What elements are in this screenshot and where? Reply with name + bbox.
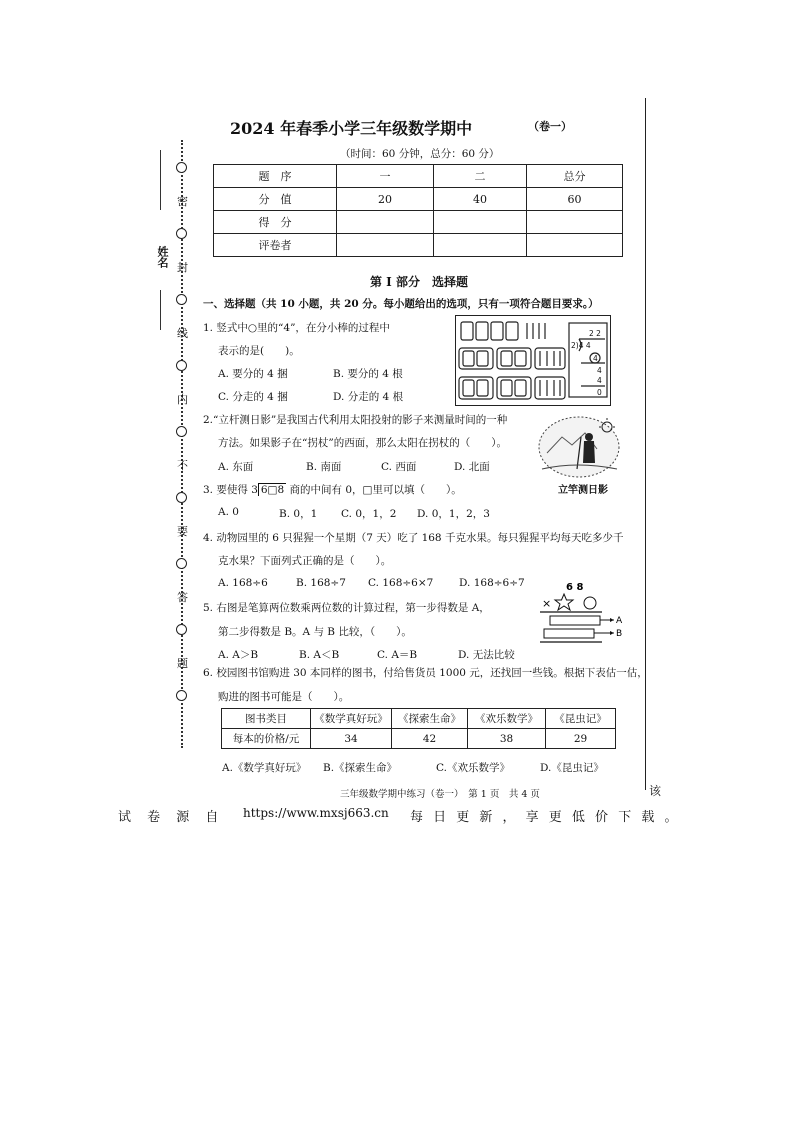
binding-hole [176, 558, 187, 569]
option-b[interactable]: B. 南面 [306, 461, 342, 473]
option-b[interactable]: B. 0，1 [279, 508, 318, 520]
table-row [222, 729, 616, 749]
multiplier-top: 6 8 [566, 582, 584, 593]
table-cell: 总分 [527, 165, 623, 188]
section-heading: 一、选择题（共 10 小题，共 20 分。每小题给出的选项，只有一项符合题目要求。） [203, 298, 599, 310]
question-text: 购进的图书可能是（ ）。 [218, 691, 350, 703]
question-text: 2.“立杆测日影”是我国古代利用太阳投射的影子来测量时间的一种 [203, 414, 508, 426]
sun-shadow-illustration [537, 415, 622, 480]
table-cell: 一 [337, 165, 434, 188]
question-text: 表示的是( )。 [218, 345, 300, 357]
exam-title: 2024 年春季小学三年级数学期中 [230, 119, 473, 138]
option-d[interactable]: D. 无法比较 [458, 649, 515, 661]
seal-char: 封 [177, 261, 188, 274]
page-edge-line [645, 98, 646, 790]
option-c[interactable]: C.《欢乐数学》 [436, 762, 510, 774]
table-cell[interactable] [434, 211, 527, 234]
option-d[interactable]: D. 168÷6÷7 [459, 577, 525, 589]
table-row [214, 234, 623, 257]
question-text: 方法。如果影子在“拐杖”的西面，那么太阳在拐杖的（ ）。 [218, 437, 507, 449]
option-d[interactable]: D. 北面 [454, 461, 490, 473]
times-sign: × [542, 597, 552, 610]
table-cell: 二 [434, 165, 527, 188]
part-title: 第 I 部分 选择题 [370, 275, 468, 289]
question-text: 4. 动物园里的 6 只猩猩一个星期（7 天）吃了 168 千克水果。每只猩猩平均每天吃多少千 [203, 532, 624, 544]
option-c[interactable]: C. 0，1，2 [341, 508, 397, 520]
seal-char: 内 [177, 393, 188, 406]
promo-right-text: 每 日 更 新 ， 享 更 低 价 下 载 。 [410, 810, 681, 825]
name-line-top [160, 150, 161, 210]
book-price-table [221, 708, 616, 749]
seal-char: 答 [177, 591, 188, 604]
option-a[interactable]: A. 168÷6 [218, 577, 268, 589]
table-row [214, 188, 623, 211]
table-cell: 评卷者 [214, 234, 337, 257]
seal-char: 要 [177, 525, 188, 538]
table-cell: 40 [434, 188, 527, 211]
name-line-bottom [160, 290, 161, 330]
exam-volume: （卷一） [528, 120, 572, 133]
binding-hole [176, 690, 187, 701]
option-b[interactable]: B. 要分的 4 根 [333, 368, 403, 380]
division-expression: 6□8 [258, 483, 286, 496]
table-row [214, 165, 623, 188]
question-text: 5. 右图是笔算两位数乘两位数的计算过程，第一步得数是 A， [203, 602, 490, 614]
exam-subtitle: （时间：60 分钟，总分：60 分） [340, 148, 500, 160]
table-cell: 34 [311, 729, 392, 749]
name-label: 姓名 [156, 246, 169, 268]
table-header: 《昆虫记》 [546, 709, 616, 729]
star-icon [555, 594, 573, 610]
option-d[interactable]: D. 分走的 4 根 [333, 391, 404, 403]
table-cell: 题 序 [214, 165, 337, 188]
table-cell[interactable] [337, 211, 434, 234]
table-cell: 42 [392, 729, 468, 749]
question-text: 1. 竖式中○里的“4”，在分小棒的过程中 [203, 322, 390, 334]
promo-left-text: 试 卷 源 自 [118, 810, 225, 825]
table-cell: 每本的价格/元 [222, 729, 311, 749]
option-b[interactable]: B.《探索生命》 [323, 762, 398, 774]
table-row [214, 211, 623, 234]
option-c[interactable]: C. 西面 [381, 461, 417, 473]
option-a[interactable]: A. A＞B [218, 649, 259, 661]
question-text: 克水果？下面列式正确的是（ ）。 [218, 555, 392, 567]
question-text [203, 482, 462, 497]
question-text: 第二步得数是 B。A 与 B 比较，（ ）。 [218, 626, 412, 638]
table-row [222, 709, 616, 729]
question-prefix: 3. 要使得 3 [203, 484, 258, 496]
table-cell: 29 [546, 729, 616, 749]
table-cell[interactable] [337, 234, 434, 257]
table-header: 《数学真好玩》 [311, 709, 392, 729]
sticks-division-figure [455, 315, 611, 406]
score-table [213, 164, 623, 257]
table-cell: 20 [337, 188, 434, 211]
table-cell[interactable] [434, 234, 527, 257]
label-b: B [616, 629, 623, 639]
question-suffix: 商的中间有 0，□里可以填（ ）。 [286, 484, 462, 496]
binding-hole [176, 624, 187, 635]
division-step: 4 [597, 366, 602, 375]
seal-char: 题 [177, 657, 188, 670]
division-step: 4 [597, 376, 602, 385]
seal-char: 密 [177, 195, 188, 208]
option-b[interactable]: B. 168÷7 [296, 577, 346, 589]
illustration-caption: 立竿测日影 [558, 485, 608, 496]
binding-hole [176, 492, 187, 503]
option-a[interactable]: A.《数学真好玩》 [222, 762, 307, 774]
table-header: 《欢乐数学》 [468, 709, 546, 729]
binding-hole [176, 228, 187, 239]
option-c[interactable]: C. 分走的 4 捆 [218, 391, 288, 403]
table-cell: 分 值 [214, 188, 337, 211]
table-cell: 38 [468, 729, 546, 749]
question-text: 6. 校园图书馆购进 30 本同样的图书，付给售货员 1000 元，还找回一些钱。根据下表估一估， [203, 667, 648, 679]
binding-hole [176, 426, 187, 437]
page-footer: 三年级数学期中练习（卷一） 第 1 页 共 4 页 [340, 789, 540, 800]
seal-char: 线 [177, 327, 188, 340]
label-a: A [616, 616, 623, 626]
option-d[interactable]: D.《昆虫记》 [540, 762, 604, 774]
option-b[interactable]: B. A＜B [299, 649, 340, 661]
binding-hole [176, 162, 187, 173]
promo-side-char: 该 [649, 784, 662, 798]
table-cell: 60 [527, 188, 623, 211]
division-quotient: 2 2 [589, 329, 601, 338]
seal-char: 不 [177, 459, 188, 472]
option-c[interactable]: C. 168÷6×7 [368, 577, 434, 589]
binding-hole [176, 360, 187, 371]
circle-blank-icon [584, 597, 596, 609]
option-a[interactable]: A. 东面 [218, 461, 254, 473]
table-cell[interactable] [527, 234, 623, 257]
division-step: 4 [593, 354, 598, 363]
table-header: 《探索生命》 [392, 709, 468, 729]
option-a[interactable]: A. 0 [218, 506, 239, 518]
table-header: 图书类目 [222, 709, 311, 729]
option-d[interactable]: D. 0，1，2，3 [417, 508, 490, 520]
table-cell[interactable] [527, 211, 623, 234]
multiplication-figure [536, 580, 626, 650]
division-remainder: 0 [597, 388, 602, 397]
option-c[interactable]: C. A＝B [377, 649, 418, 661]
binding-hole [176, 294, 187, 305]
promo-url-link[interactable]: https://www.mxsj663.cn [243, 806, 389, 820]
option-a[interactable]: A. 要分的 4 捆 [218, 368, 288, 380]
division-dividend: 2)4 4 [571, 341, 591, 350]
table-cell: 得 分 [214, 211, 337, 234]
